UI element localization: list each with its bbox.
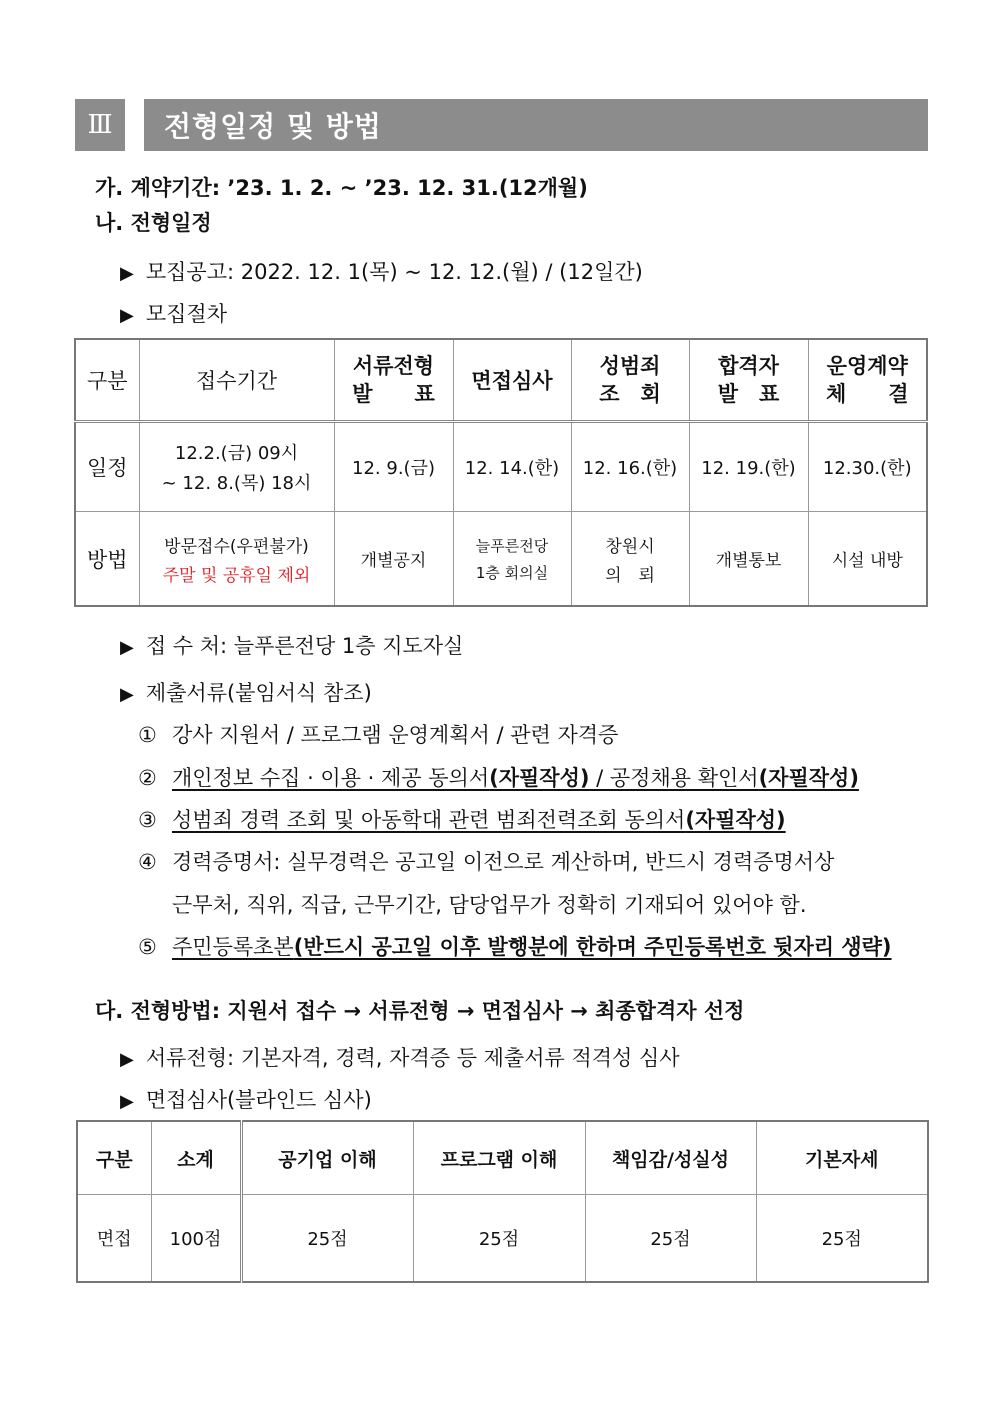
schedule-period-line1: 12.2.(금) 09시 xyxy=(174,443,299,464)
document-text-a: 성범죄 경력 조회 및 아동학대 관련 범죄전력조회 동의서 xyxy=(172,808,686,832)
method-interview-line1: 늘푸른전당 xyxy=(475,536,549,555)
triangle-icon: ▶ xyxy=(120,263,134,284)
interview-screening-line xyxy=(120,1084,372,1114)
schedule-period-cell xyxy=(139,422,334,512)
doc-screening: 서류전형: 기본자격, 경력, 자격증 등 제출서류 적격성 심사 xyxy=(145,1046,680,1070)
score-header-attitude: 기본자세 xyxy=(756,1121,928,1195)
schedule-crime-check: 12. 16.(한) xyxy=(571,422,689,512)
documents-heading-line xyxy=(120,677,372,707)
document-text-c: / 공정채용 확인서 xyxy=(589,766,759,790)
method-period-line1: 방문접수(우편불가) xyxy=(164,536,309,557)
interview-screening: 면접심사(블라인드 심사) xyxy=(145,1088,372,1112)
document-text-b: (자필작성) xyxy=(685,808,786,832)
recruit-procedure-line xyxy=(120,298,227,328)
method-period-line2: 주말 및 공휴일 제외 xyxy=(162,565,311,586)
schedule-table-header xyxy=(75,339,927,422)
header-crime-check: 성범죄 조 회 xyxy=(571,339,689,422)
schedule-period-line2: ~ 12. 8.(목) 18시 xyxy=(161,473,312,494)
method-contract: 시설 내방 xyxy=(808,512,927,607)
method-interview-cell xyxy=(453,512,571,607)
schedule-pass-notice: 12. 19.(한) xyxy=(689,422,808,512)
triangle-icon: ▶ xyxy=(120,637,134,658)
schedule-contract: 12.30.(한) xyxy=(808,422,927,512)
document-text: 경력증명서: 실무경력은 공고일 이전으로 계산하며, 반드시 경력증명서상 xyxy=(172,850,835,874)
method-crime-line1: 창원시 xyxy=(605,536,655,557)
schedule-interview: 12. 14.(한) xyxy=(453,422,571,512)
method-row xyxy=(75,512,927,607)
interview-score-table xyxy=(76,1120,929,1283)
doc-screening-line xyxy=(120,1042,680,1072)
method-period-cell xyxy=(139,512,334,607)
score-subtotal: 100점 xyxy=(151,1195,241,1283)
document-text-a: 개인정보 수집 · 이용 · 제공 동의서 xyxy=(172,766,490,790)
contract-period: 가. 계약기간: ’23. 1. 2. ~ ’23. 12. 31.(12개월) xyxy=(95,176,588,200)
schedule-doc-result: 12. 9.(금) xyxy=(334,422,453,512)
score-header-category: 구분 xyxy=(77,1121,151,1195)
reception-line xyxy=(120,630,463,660)
document-text: 강사 지원서 / 프로그램 운영계획서 / 관련 자격증 xyxy=(172,723,619,747)
document-text-underlined xyxy=(172,935,892,959)
document-item-5 xyxy=(138,931,892,961)
score-program: 25점 xyxy=(413,1195,585,1283)
circled-number: ② xyxy=(138,766,157,790)
header-category: 구분 xyxy=(75,339,139,422)
document-item-2 xyxy=(138,762,859,792)
document-text-underlined xyxy=(172,766,859,790)
method-interview-line2: 1층 회의실 xyxy=(475,563,549,582)
document-text-b: (자필작성) xyxy=(489,766,590,790)
method-crime-line2: 의 뢰 xyxy=(605,565,655,586)
recruit-procedure: 모집절차 xyxy=(145,302,227,326)
row-label-method: 방법 xyxy=(75,512,139,607)
score-table-header xyxy=(77,1121,928,1195)
recruit-notice: 모집공고: 2022. 12. 1(목) ~ 12. 12.(월) / (12일간) xyxy=(145,260,643,284)
score-header-responsibility: 책임감/성실성 xyxy=(585,1121,756,1195)
score-attitude: 25점 xyxy=(756,1195,928,1283)
triangle-icon: ▶ xyxy=(120,1049,134,1070)
header-period: 접수기간 xyxy=(139,339,334,422)
method-heading: 다. 전형방법: 지원서 접수 → 서류전형 → 면접심사 → 최종합격자 선정 xyxy=(95,999,745,1023)
score-header-program: 프로그램 이해 xyxy=(413,1121,585,1195)
header-doc-result: 서류전형 발 표 xyxy=(334,339,453,422)
triangle-icon: ▶ xyxy=(120,305,134,326)
method-pass-notice: 개별통보 xyxy=(689,512,808,607)
document-item-4 xyxy=(138,846,834,876)
method-crime-cell xyxy=(571,512,689,607)
document-item-3 xyxy=(138,804,786,834)
header-contract: 운영계약 체 결 xyxy=(808,339,927,422)
document-text-a: 주민등록초본 xyxy=(172,935,294,959)
triangle-icon: ▶ xyxy=(120,684,134,705)
schedule-heading: 나. 전형일정 xyxy=(95,211,212,235)
document-text-d: (자필작성) xyxy=(758,766,859,790)
score-header-public-enterprise: 공기업 이해 xyxy=(241,1121,413,1195)
header-interview: 면접심사 xyxy=(453,339,571,422)
score-header-subtotal: 소계 xyxy=(151,1121,241,1195)
document-text-underlined xyxy=(172,808,786,832)
document-text-b: (반드시 공고일 이후 발행분에 한하며 주민등록번호 뒷자리 생략) xyxy=(293,935,892,959)
score-row xyxy=(77,1195,928,1283)
schedule-row xyxy=(75,422,927,512)
schedule-table xyxy=(74,338,928,607)
score-row-label: 면접 xyxy=(77,1195,151,1283)
document-item-4-cont: 근무처, 직위, 직급, 근무기간, 담당업무가 정확히 기재되어 있어야 함. xyxy=(172,893,807,917)
recruit-notice-line xyxy=(120,256,643,286)
score-public-enterprise: 25점 xyxy=(241,1195,413,1283)
triangle-icon: ▶ xyxy=(120,1091,134,1112)
circled-number: ⑤ xyxy=(138,935,157,959)
circled-number: ④ xyxy=(138,850,157,874)
circled-number: ③ xyxy=(138,808,157,832)
score-responsibility: 25점 xyxy=(585,1195,756,1283)
method-doc-result: 개별공지 xyxy=(334,512,453,607)
documents-heading: 제출서류(붙임서식 참조) xyxy=(145,681,372,705)
circled-number: ① xyxy=(138,723,157,747)
document-item-1 xyxy=(138,719,618,749)
reception: 접 수 처: 늘푸른전당 1층 지도자실 xyxy=(145,634,464,658)
section-title: 전형일정 및 방법 xyxy=(144,99,928,151)
row-label-schedule: 일정 xyxy=(75,422,139,512)
header-pass-notice: 합격자 발 표 xyxy=(689,339,808,422)
section-number: Ⅲ xyxy=(75,99,125,151)
